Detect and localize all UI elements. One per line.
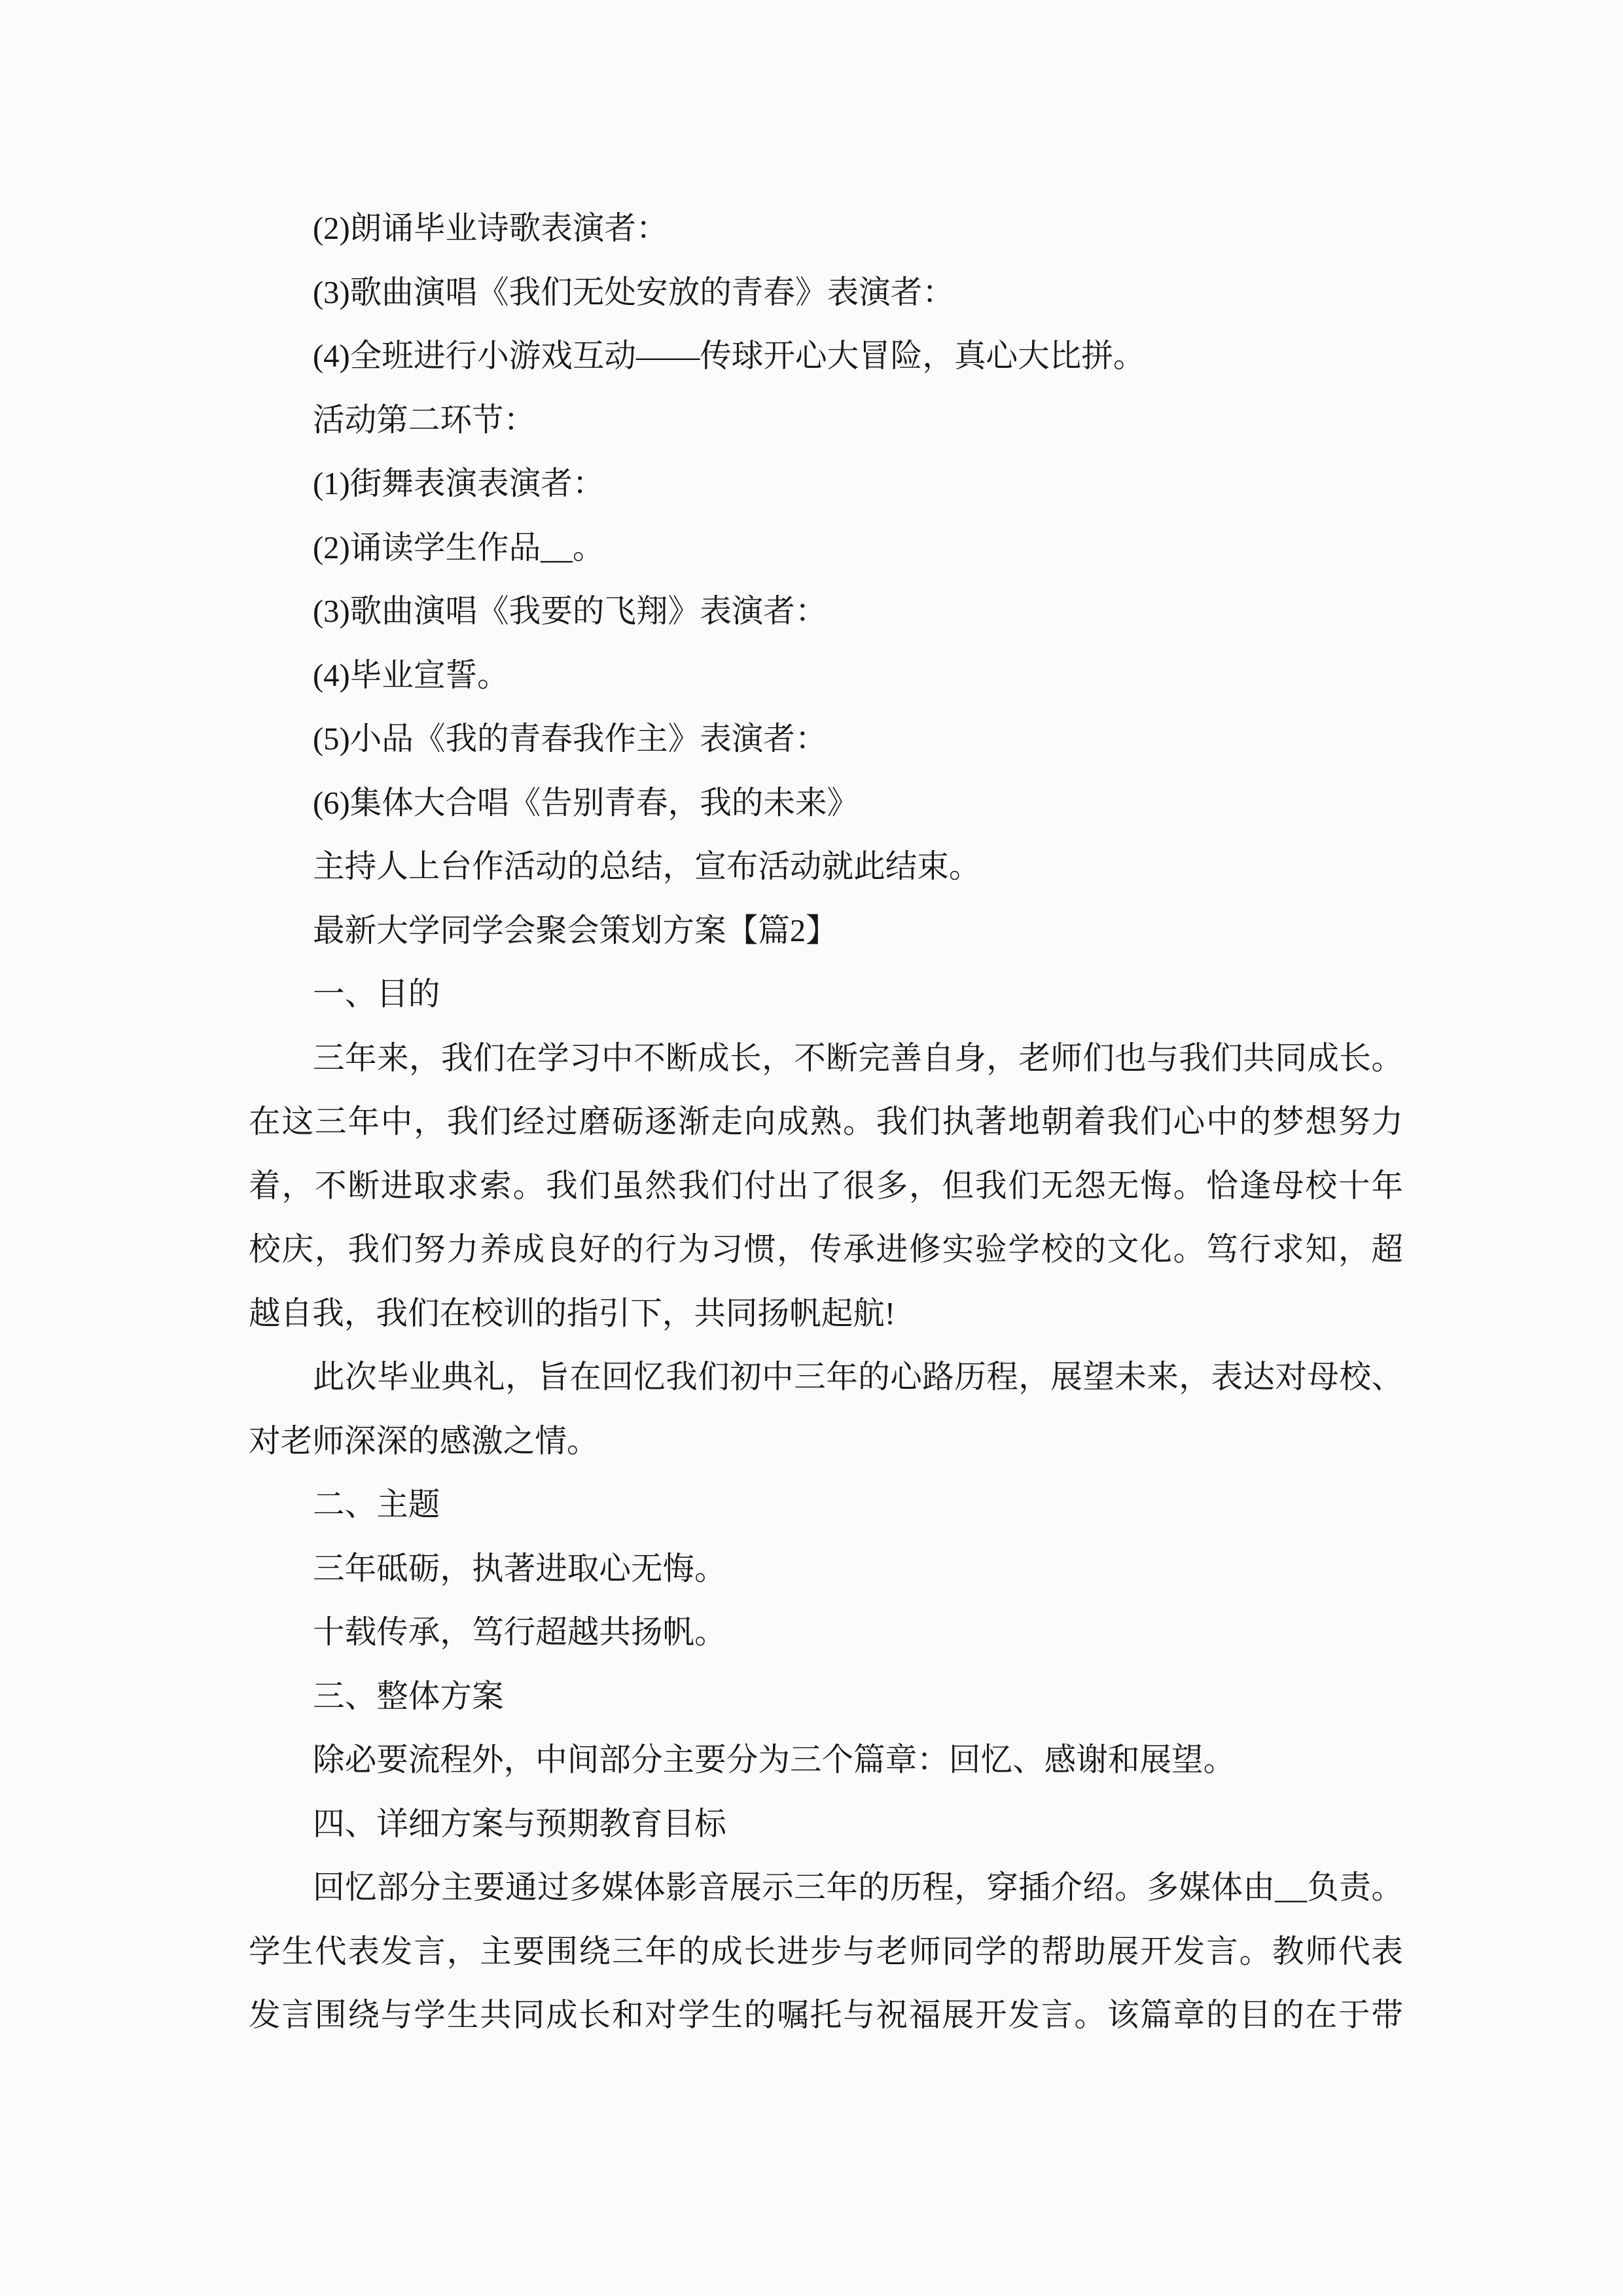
list-item: (2)诵读学生作品__。 xyxy=(313,529,605,565)
list-item: (2)朗诵毕业诗歌表演者： xyxy=(313,211,668,246)
paragraph-line: 三年来，我们在学习中不断成长，不断完善自身，老师们也与我们共同成长。 xyxy=(313,1040,1403,1076)
slogan-line: 十载传承，笃行超越共扬帆。 xyxy=(313,1615,726,1650)
section-heading: 一、目的 xyxy=(313,977,440,1012)
paragraph-line: 对老师深深的感激之情。 xyxy=(249,1423,599,1459)
paragraph-line: 主持人上台作活动的总结，宣布活动就此结束。 xyxy=(313,849,981,884)
paragraph-line: 发言围绕与学生共同成长和对学生的嘱托与祝福展开发言。该篇章的目的在于带 xyxy=(249,1998,1403,2033)
list-item: (4)毕业宣誓。 xyxy=(313,657,509,693)
paragraph-line: 学生代表发言，主要围绕三年的成长进步与老师同学的帮助展开发言。教师代表 xyxy=(249,1933,1403,1969)
section-label: 活动第二环节： xyxy=(313,402,536,438)
article-title: 最新大学同学会聚会策划方案【篇2】 xyxy=(313,912,838,948)
document-text-block xyxy=(249,197,1403,2048)
list-item: (6)集体大合唱《告别青春，我的未来》 xyxy=(313,785,859,821)
list-item: (3)歌曲演唱《我要的飞翔》表演者： xyxy=(313,594,827,629)
list-item: (5)小品《我的青春我作主》表演者： xyxy=(313,721,827,757)
paragraph-line: 在这三年中，我们经过磨砺逐渐走向成熟。我们执著地朝着我们心中的梦想努力 xyxy=(249,1104,1403,1139)
list-item: (1)街舞表演表演者： xyxy=(313,466,605,501)
list-item: (4)全班进行小游戏互动——传球开心大冒险，真心大比拼。 xyxy=(313,338,1145,374)
paragraph-line: 着，不断进取求索。我们虽然我们付出了很多，但我们无怨无悔。恰逢母校十年 xyxy=(249,1168,1403,1204)
paragraph-line: 校庆，我们努力养成良好的行为习惯，传承进修实验学校的文化。笃行求知，超 xyxy=(249,1232,1403,1267)
paragraph-line: 回忆部分主要通过多媒体影音展示三年的历程，穿插介绍。多媒体由__负责。 xyxy=(313,1870,1403,1905)
slogan-line: 三年砥砺，执著进取心无悔。 xyxy=(313,1551,726,1587)
paragraph-line: 越自我，我们在校训的指引下，共同扬帆起航! xyxy=(249,1295,896,1331)
section-heading: 二、主题 xyxy=(313,1487,440,1522)
paragraph-line: 此次毕业典礼，旨在回忆我们初中三年的心路历程，展望未来，表达对母校、 xyxy=(313,1359,1403,1395)
paragraph-line: 除必要流程外，中间部分主要分为三个篇章：回忆、感谢和展望。 xyxy=(313,1742,1236,1778)
section-heading: 四、详细方案与预期教育目标 xyxy=(313,1806,726,1842)
list-item: (3)歌曲演唱《我们无处安放的青春》表演者： xyxy=(313,274,954,310)
section-heading: 三、整体方案 xyxy=(313,1678,504,1714)
